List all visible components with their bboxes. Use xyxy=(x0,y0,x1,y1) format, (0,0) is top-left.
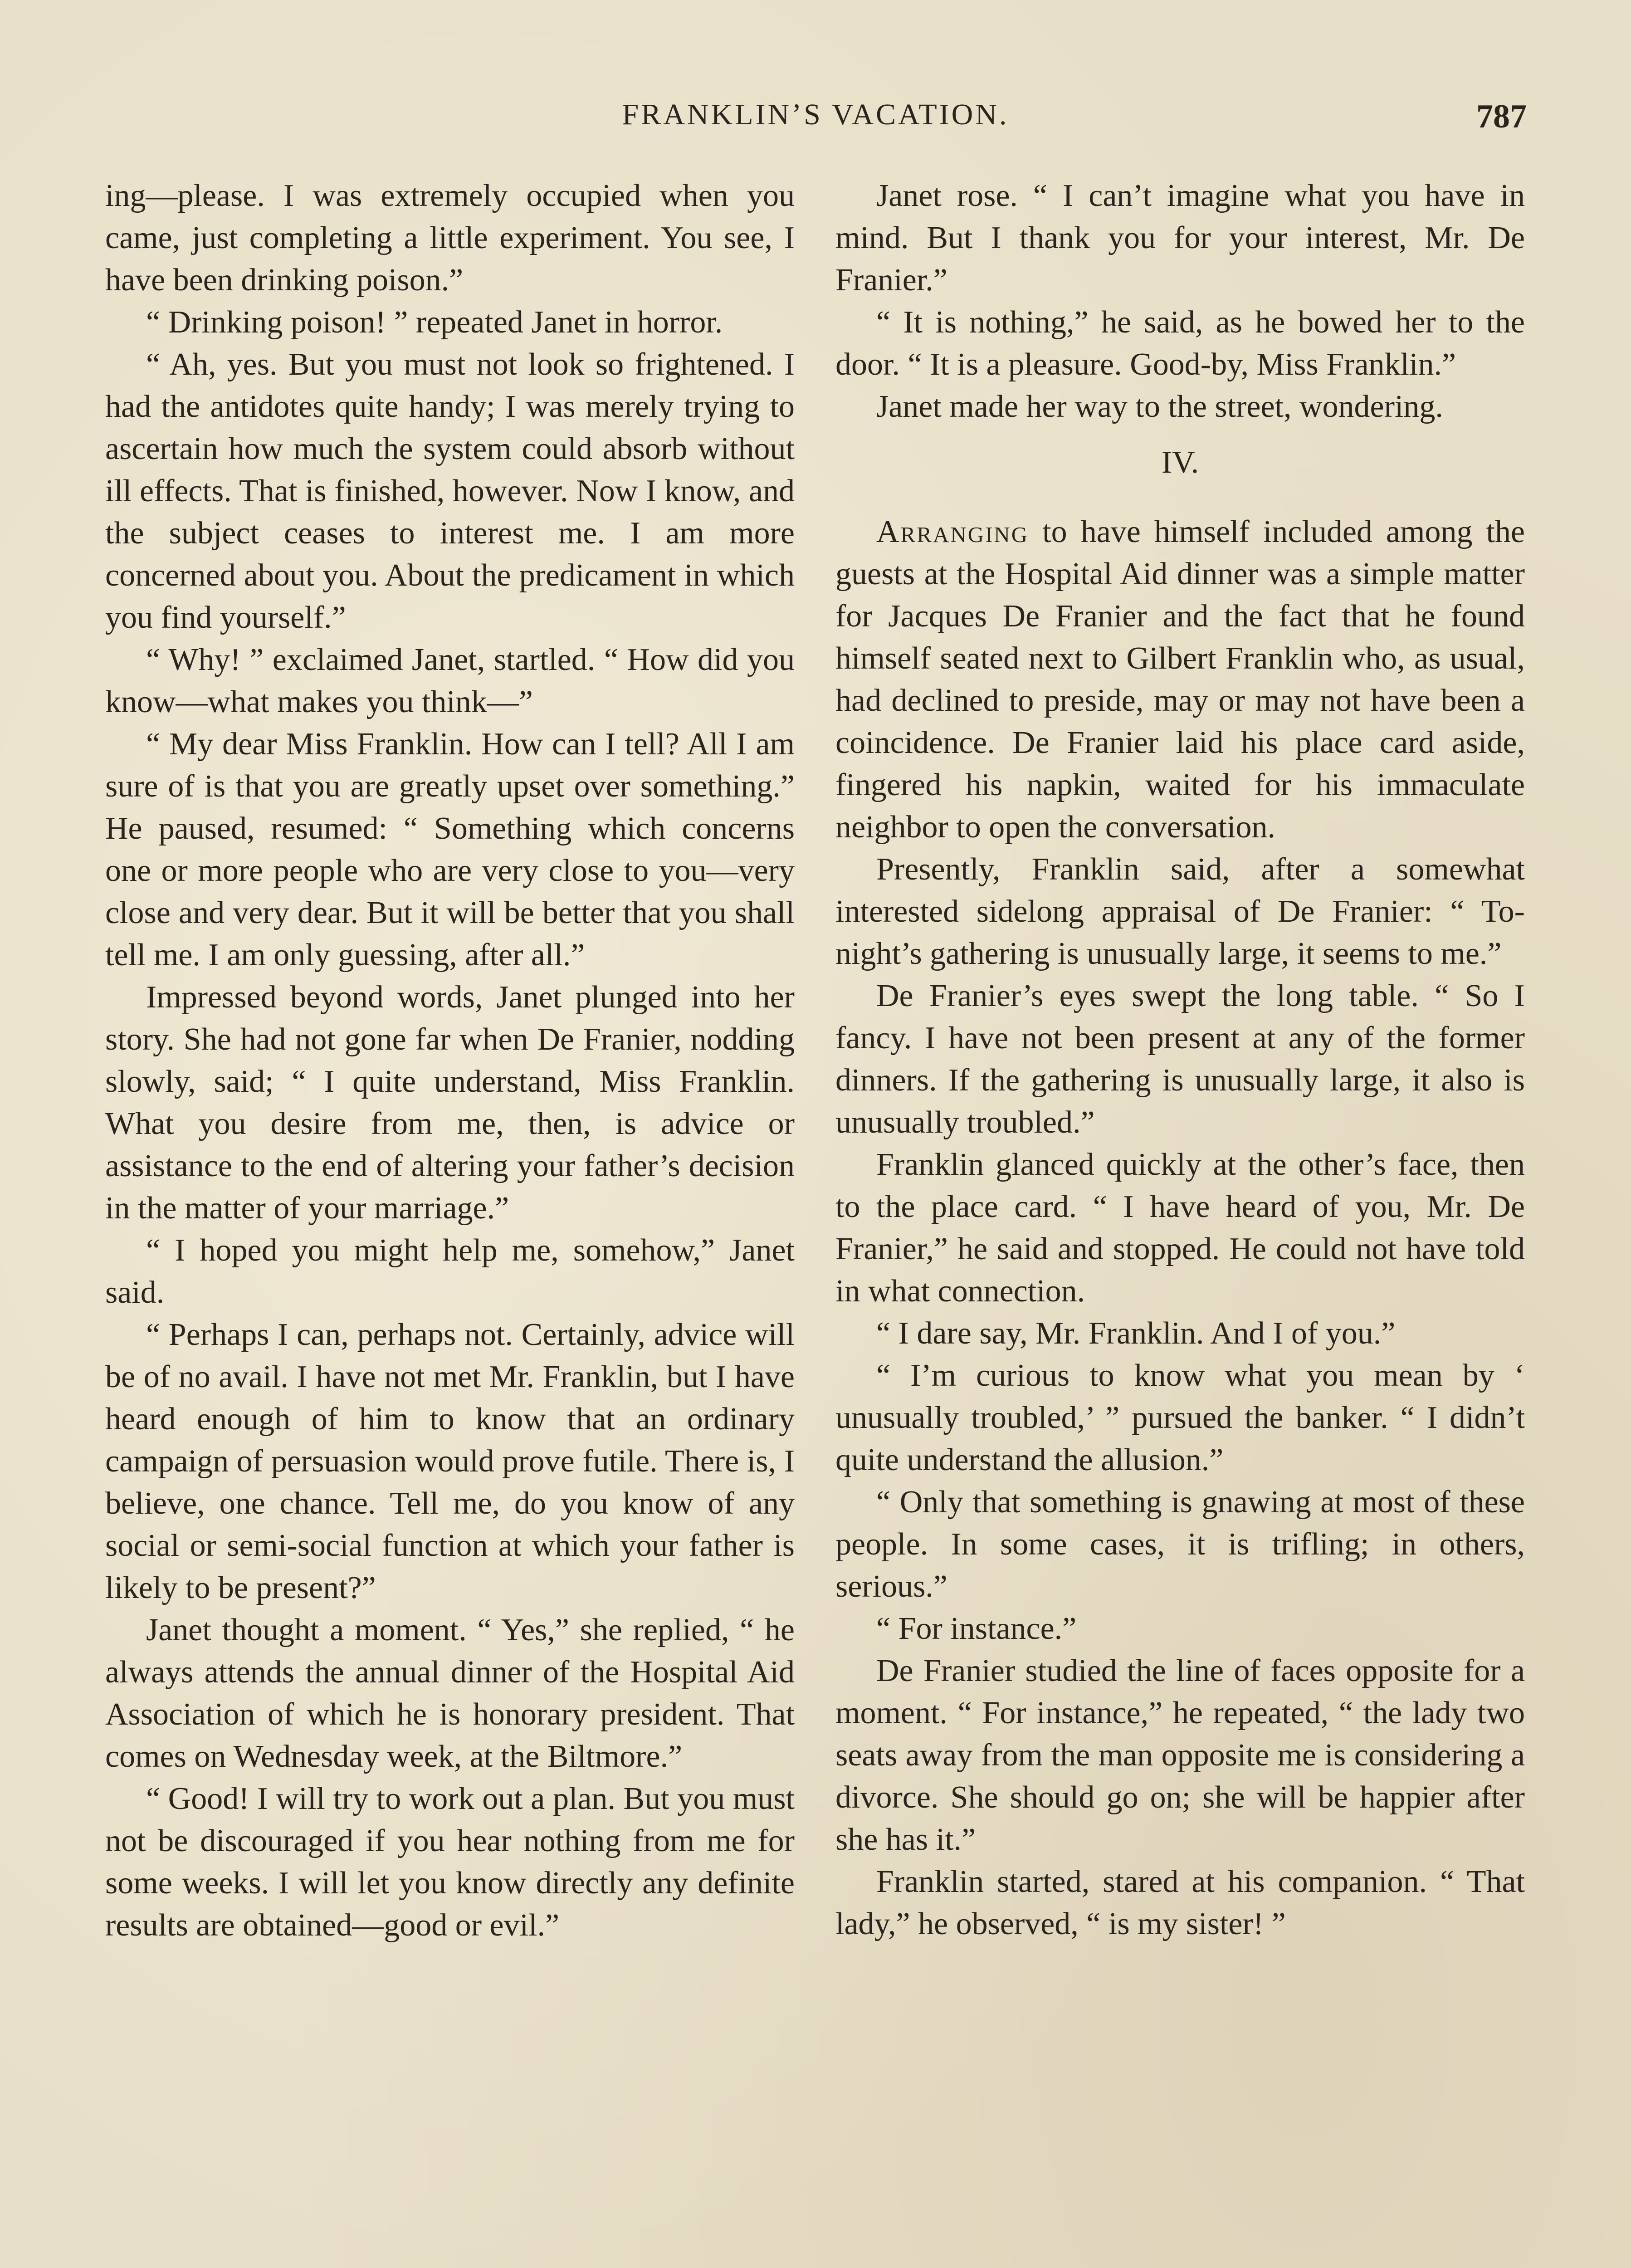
text-columns xyxy=(105,175,1525,2268)
paragraph: “ It is nothing,” he said, as he bowed her to the door. “ It is a pleasure. Good-by, Miss Franklin.” xyxy=(835,305,1525,382)
paragraph: ing—please. I was extremely occupied when you came, just completing a little experiment. You see, I have been drinking poison.” xyxy=(105,178,795,298)
paragraph: Franklin glanced quickly at the other’s face, then to the place card. “ I have heard of you, Mr. De Franier,” he said and stopped. He could not have told in what connection. xyxy=(835,1147,1525,1309)
left-column xyxy=(105,175,795,2268)
paragraph: “ I’m curious to know what you mean by ‘ unusually troubled,’ ” pursued the banker. “ I didn’t quite understand the allusion.” xyxy=(835,1358,1525,1477)
paragraph: “ My dear Miss Franklin. How can I tell? All I am sure of is that you are greatly upset over something.” He paused, resumed: “ Something which concerns one or more people who are very close to you—very close and very dear. But it will be better that you shall tell me. I am only guessing, after all.” xyxy=(105,727,795,973)
paragraph: Presently, Franklin said, after a somewhat interested sidelong appraisal of De Franier: “ To-night’s gathering is unusually large, it seems to me.” xyxy=(835,852,1525,971)
section-opening-text: to have himself included among the guests at the Hospital Aid dinner was a simple matter for Jacques De Franier and the fact that he found himself seated next to Gilbert Franklin who, as usual, had declined to preside, may or may not have been a coincidence. De Franier laid his place card aside, fingered his napkin, waited for his immaculate neighbor to open the conversation. xyxy=(835,514,1525,845)
paragraph: “ I dare say, Mr. Franklin. And I of you.” xyxy=(876,1316,1396,1351)
paragraph: “ Ah, yes. But you must not look so frightened. I had the antidotes quite handy; I was merely trying to ascertain how much the system could absorb without ill effects. That is finished, however. Now I know, and the subject ceases to interest me. I am more concerned about you. About the predicament in which you find yourself.” xyxy=(105,347,795,635)
paragraph: “ I hoped you might help me, somehow,” Janet said. xyxy=(105,1233,795,1310)
paragraph: Janet rose. “ I can’t imagine what you have in mind. But I thank you for your interest, Mr. De Franier.” xyxy=(835,178,1525,298)
page-number: 787 xyxy=(1476,98,1527,135)
section-number: IV. xyxy=(1161,445,1199,480)
paragraph: De Franier studied the line of faces opposite for a moment. “ For instance,” he repeated, “ the lady two seats away from the man opposite me is considering a divorce. She should go on; she will be happier after she has it.” xyxy=(835,1653,1525,1857)
paragraph: “ For instance.” xyxy=(876,1611,1077,1646)
running-title: FRANKLIN’S VACATION. xyxy=(622,98,1009,131)
paragraph: De Franier’s eyes swept the long table. “ So I fancy. I have not been present at any of the former dinners. If the gathering is unusually large, it also is unusually troubled.” xyxy=(835,978,1525,1140)
right-column xyxy=(835,175,1525,2268)
page-header xyxy=(104,98,1527,147)
paragraph: Impressed beyond words, Janet plunged into her story. She had not gone far when De Franier, nodding slowly, said; “ I quite understand, Miss Franklin. What you desire from me, then, is advice or assistance to the end of altering your father’s decision in the matter of your marriage.” xyxy=(105,980,795,1226)
paragraph: “ Drinking poison! ” repeated Janet in horror. xyxy=(146,305,723,340)
paragraph: “ Why! ” exclaimed Janet, startled. “ How did you know—what makes you think—” xyxy=(105,642,795,719)
paragraph: “ Perhaps I can, perhaps not. Certainly, advice will be of no avail. I have not met Mr. Franklin, but I have heard enough of him to know that an ordinary campaign of persuasion would prove futile. There is, I believe, one chance. Tell me, do you know of any social or semi-social function at which your father is likely to be present?” xyxy=(105,1317,795,1605)
paragraph: Janet thought a moment. “ Yes,” she replied, “ he always attends the annual dinner of the Hospital Aid Association of which he is honorary president. That comes on Wednesday week, at the Biltmore.” xyxy=(105,1613,795,1774)
paragraph: “ Only that something is gnawing at most of these people. In some cases, it is trifling; in others, serious.” xyxy=(835,1485,1525,1604)
paragraph: Franklin started, stared at his companion. “ That lady,” he observed, “ is my sister! ” xyxy=(835,1864,1525,1941)
paragraph: Janet made her way to the street, wondering. xyxy=(876,389,1443,424)
section-opening-paragraph xyxy=(835,511,1525,848)
paragraph: “ Good! I will try to work out a plan. But you must not be discouraged if you hear nothing from me for some weeks. I will let you know directly any definite results are obtained—good or evil.” xyxy=(105,1781,795,1943)
section-lead-word: Arranging xyxy=(876,514,1029,549)
